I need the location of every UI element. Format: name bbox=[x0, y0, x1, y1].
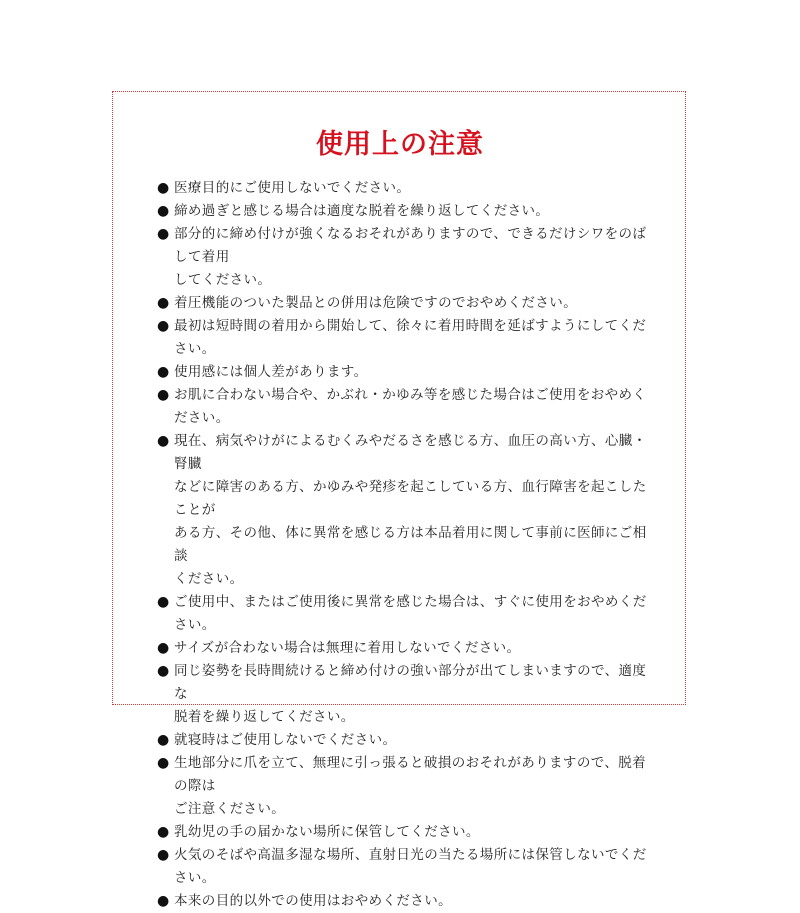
list-item bbox=[157, 223, 657, 292]
bullet-icon: ● bbox=[157, 755, 170, 771]
bullet-icon: ● bbox=[157, 226, 170, 242]
notice-text: ご使用中、またはご使用後に異常を感じた場合は、すぐに使用をおやめください。 bbox=[174, 594, 647, 633]
notice-text: 医療目的にご使用しないでください。 bbox=[174, 180, 411, 196]
notice-text: 火気のそばや高温多湿な場所、直射日光の当たる場所には保管しないでください。 bbox=[174, 847, 647, 886]
list-item bbox=[157, 844, 657, 890]
notice-text: 着圧機能のついた製品との併用は危険ですのでおやめください。 bbox=[174, 295, 578, 311]
notice-title: 使用上の注意 bbox=[316, 129, 484, 160]
bullet-icon: ● bbox=[157, 180, 170, 196]
list-item bbox=[157, 292, 657, 315]
notice-text: 乳幼児の手の届かない場所に保管してください。 bbox=[174, 824, 480, 840]
list-item bbox=[157, 752, 657, 821]
bullet-icon: ● bbox=[157, 203, 170, 219]
bullet-icon: ● bbox=[157, 387, 170, 403]
notice-text: 本来の目的以外での使用はおやめください。 bbox=[174, 893, 452, 909]
notice-text: 使用感には個人差があります。 bbox=[174, 364, 368, 380]
bullet-icon: ● bbox=[157, 663, 170, 679]
list-item bbox=[157, 660, 657, 729]
notice-list bbox=[157, 177, 657, 913]
bullet-icon: ● bbox=[157, 295, 170, 311]
list-item bbox=[157, 200, 657, 223]
notice-text: 締め過ぎと感じる場合は適度な脱着を繰り返してください。 bbox=[174, 203, 550, 219]
list-item bbox=[157, 361, 657, 384]
bullet-icon: ● bbox=[157, 893, 170, 909]
bullet-icon: ● bbox=[157, 732, 170, 748]
bullet-icon: ● bbox=[157, 364, 170, 380]
list-item bbox=[157, 430, 657, 591]
notice-text: 最初は短時間の着用から開始して、徐々に着用時間を延ばすようにしてください。 bbox=[174, 318, 647, 357]
notice-text: 就寝時はご使用しないでください。 bbox=[174, 732, 397, 748]
list-item bbox=[157, 821, 657, 844]
list-item bbox=[157, 315, 657, 361]
notice-text: 部分的に締め付けが強くなるおそれがありますので、できるだけシワをのばして着用 してください。 bbox=[174, 226, 647, 288]
notice-text: 現在、病気やけがによるむくみやだるさを感じる方、血圧の高い方、心臓・腎臓 などに障害のある方、かゆみや発疹を起こしている方、血行障害を起こしたことが ある方、その他、体に異常を感じる方は本品着用に関して事前に医師にご相談 ください。 bbox=[174, 433, 647, 587]
notice-text: 生地部分に爪を立て、無理に引っ張ると破損のおそれがありますので、脱着の際は ご注意ください。 bbox=[174, 755, 647, 817]
list-item bbox=[157, 729, 657, 752]
bullet-icon: ● bbox=[157, 824, 170, 840]
notice-text: 同じ姿勢を長時間続けると締め付けの強い部分が出てしまいますので、適度な 脱着を繰り返してください。 bbox=[174, 663, 647, 725]
notice-text: サイズが合わない場合は無理に着用しないでください。 bbox=[174, 640, 521, 656]
list-item bbox=[157, 890, 657, 913]
bullet-icon: ● bbox=[157, 847, 170, 863]
bullet-icon: ● bbox=[157, 640, 170, 656]
list-item bbox=[157, 177, 657, 200]
list-item bbox=[157, 384, 657, 430]
bullet-icon: ● bbox=[157, 318, 170, 334]
notice-text: お肌に合わない場合や、かぶれ・かゆみ等を感じた場合はご使用をおやめください。 bbox=[174, 387, 647, 426]
list-item bbox=[157, 637, 657, 660]
bullet-icon: ● bbox=[157, 594, 170, 610]
list-item bbox=[157, 591, 657, 637]
bullet-icon: ● bbox=[157, 433, 170, 449]
